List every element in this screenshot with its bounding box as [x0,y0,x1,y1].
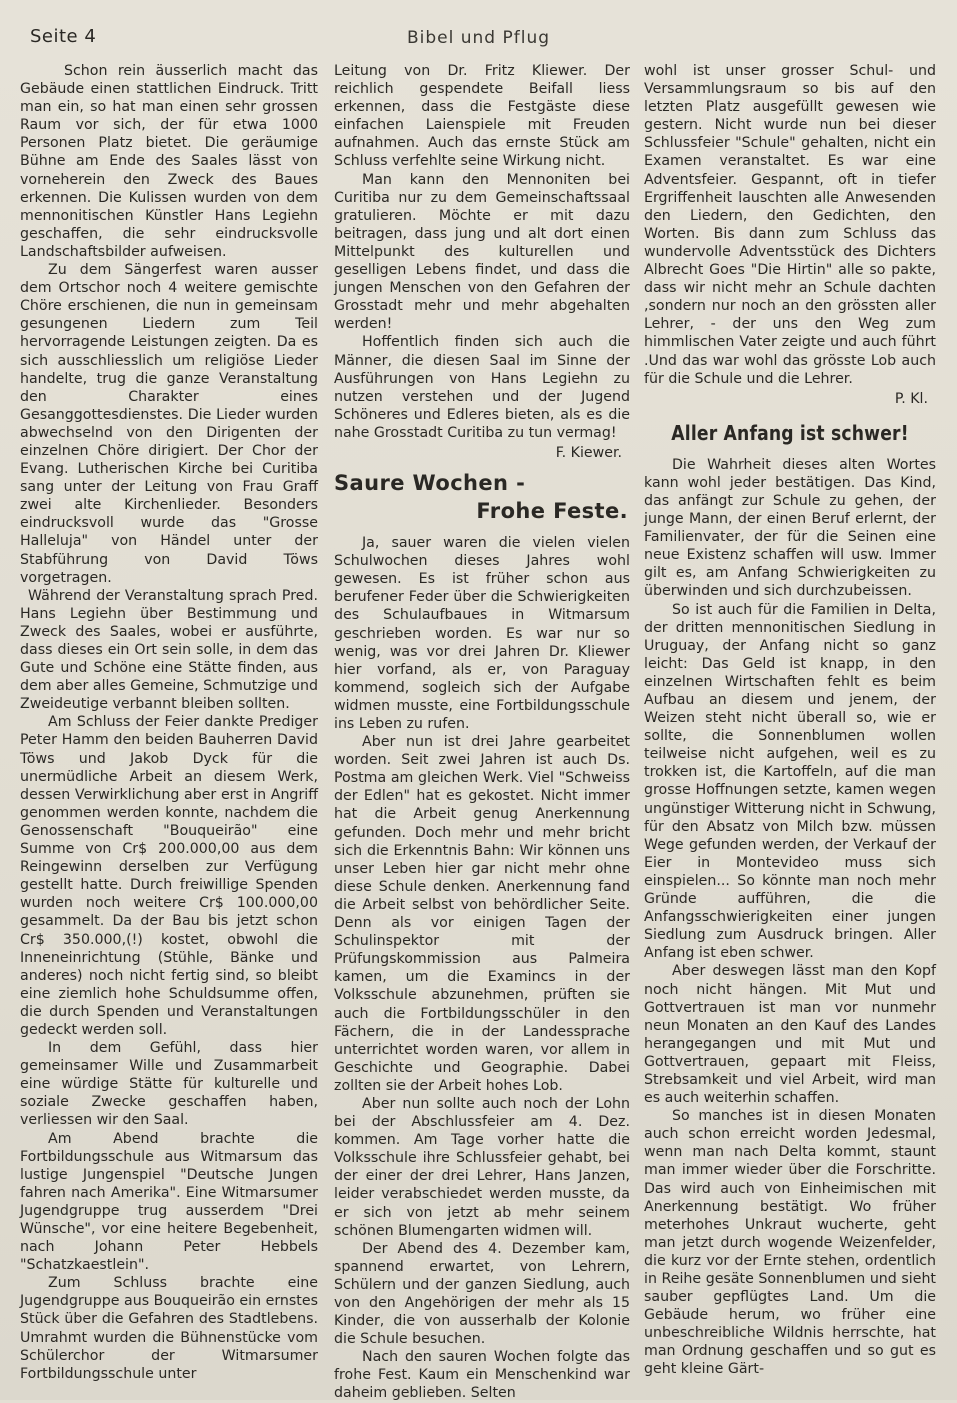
page-header [30,26,927,54]
paragraph: Schon rein äusserlich macht das Gebäude einen stattlichen Eindruck. Tritt man ein, so hat man einen sehr grossen Raum vor sich, der für etwa 1000 Personen Platz bietet. Die geräumige Bühne am Ende des Saales lässt von vorneherein den Zweck des Baues erkennen. Die Kulissen wurden von dem mennonitischen Künstler Hans Legiehn geschaffen, die sehr eindrucksvolle Landschaftsbilder aufweisen. [20,63,318,260]
paragraph: Aber nun ist drei Jahre gearbeitet worden. Seit zwei Jahren ist auch Ds. Postma am gleichen Werk. Viel "Schweiss der Edlen" hat es gekostet. Nicht immer hat die Arbeit genug Anerkennung gefunden. Doch mehr und mehr bricht sich die Erkenntnis Bahn: Wir können uns unser Leben hier gar nicht mehr ohne diese Schule denken. Anerkennung fand die Arbeit selbst von behördlicher Seite. Denn als vor einigen Tagen der Schulinspektor mit der Prüfungskommission aus Palmeira kamen, um die Examincs in der Volksschule abzunehmen, prüften sie auch die Fortbildungsschüler in den Fächern, die in der Landessprache unterrichtet worden waren, vor allem in Geschichte und Geographie. Dabei zollten sie der Arbeit hohes Lob. [334,734,630,1094]
paragraph: Leitung von Dr. Fritz Kliewer. Der reichlich gespendete Beifall liess erkennen, dass die Festgäste diese einfachen Laienspiele mit Freuden aufnahmen. Auch das ernste Stück am Schluss verfehlte seine Wirkung nicht. [334,63,630,170]
column-3 [644,62,936,1379]
headline-frohe-feste: Frohe Feste. [476,499,628,524]
paragraph: Am Abend brachte die Fortbildungsschule aus Witmarsum das lustige Jungenspiel "Deutsche Jungen fahren nach Amerika". Eine Witmarsumer Jugendgruppe trug ausserdem "Drei Wünsche", vor eine heitere Begebenheit, nach Johann Peter Hebbels "Schatzkaestlein". [20,1130,318,1274]
paragraph: Nach den sauren Wochen folgte das frohe Fest. Kaum ein Menschenkind war daheim geblieben. Selten [334,1349,630,1402]
page-number: Seite 4 [30,26,97,47]
column-2 [334,62,630,1403]
article-signature: P. Kl. [894,390,928,407]
paragraph: Aber nun sollte auch noch der Lohn bei der Abschlussfeier am 4. Dez. kommen. Am Tage vorher hatte die Volksschule ihre Schlussfeier gehabt, bei der einer der drei Lehrer, Hans Janzen, leider verabschiedet werden musste, da er sich von jetzt ab mehr seinem schönen Blumengarten widmen will. [334,1095,630,1239]
paragraph: Während der Veranstaltung sprach Pred. Hans Legiehn über Bestimmung und Zweck des Saales, wobei er ausführte, dass dieses ein Ort sein solle, in dem das Gute und Schöne eine Stätte finden, aus dem aber alles Gemeine, Schmutzige und Zweideutige verbannt bleiben sollten. [20,587,318,713]
paragraph: Die Wahrheit dieses alten Wortes kann wohl jeder bestätigen. Das Kind, das anfängt zur Schule zu gehen, der junge Mann, der einen Beruf erlernt, der Familienvater, der für die Seinen eine neue Existenz schaffen will usw. Immer gilt es, am Anfang Schwierigkeiten zu überwinden und sich durchzubeissen. [644,456,936,600]
paragraph: Zu dem Sängerfest waren ausser dem Ortschor noch 4 weitere gemischte Chöre erschienen, die nun in gemeinsam gesungenen Liedern zum Teil hervorragende Leistungen zeigten. Da es sich ausschliesslich um religiöse Lieder handelte, trug die ganze Veranstaltung den Charakter eines Gesanggottesdienstes. Die Lieder wurden abwechselnd von den Dirigenten der einzelnen Chöre dirigiert. Der Chor der Evang. Lutherischen Kirche bei Curitiba sang unter der Leitung von Frau Graff zwei alte Kirchenlieder. Besonders eindrucksvoll wurde das "Grosse Halleluja" von Händel unter der Stabführung von David Töws vorgetragen. [20,262,318,586]
paragraph: So manches ist in diesen Monaten auch schon erreicht worden Jedesmal, wenn man nach Delta kommt, staunt man immer wieder über die Forschritte. Das wird auch von Einheimischen mit Anerkennung bestätigt. Wo früher meterhohes Unkraut wucherte, geht man jetzt durch wogende Weizenfelder, die kurz vor der Ernte stehen, ordentlich in Reihe gesäte Sonnenblumen und sieht sauber gepflügtes Land. Um die Gebäude herum, wo früher eine unbeschreibliche Wildnis herrschte, hat man Ordnung geschaffen und so gut es geht kleine Gärt- [644,1108,936,1378]
paragraph: Am Schluss der Feier dankte Prediger Peter Hamm den beiden Bauherren David Töws und Jakob Dyck für die unermüdliche Arbeit an diesem Werk, dessen Verwirklichung aber erst in Angriff genommen werden konnte, nachdem die Genossenschaft "Bouqueirão" eine Summe von Cr$ 200.000,00 aus dem Reingewinn derselben zur Verfügung gestellt hatte. Durch freiwillige Spenden wurden noch weitere Cr$ 100.000,00 gesammelt. Da der Bau bis jetzt schon Cr$ 350.000,(!) kostet, obwohl die Inneneinrichtung (Stühle, Bänke und anderes) noch nicht fertig sind, so bleibt eine ziemlich hohe Schuldsumme offen, die durch Spenden und Veranstaltungen gedeckt werden soll. [20,714,318,1038]
paragraph: Der Abend des 4. Dezember kam, spannend erwartet, von Lehrern, Schülern und der ganzen Siedlung, auch von den Angehörigen der mehr als 15 Kinder, die von ausserhalb der Kolonie die Schule besuchen. [334,1240,630,1348]
column-1 [20,62,318,1383]
paragraph: Zum Schluss brachte eine Jugendgruppe aus Bouqueirão ein ernstes Stück über die Gefahren des Stadtlebens. Umrahmt wurden die Bühnenstücke vom Schülerchor der Witmarsumer Fortbildungsschule unter [20,1275,318,1382]
paragraph: Hoffentlich finden sich auch die Männer, die diesen Saal im Sinne der Ausführungen von Hans Legiehn zu nutzen verstehen und der Jugend Schöneres und Edleres bieten, als es die nahe Grosstadt Curitiba zu tun vermag! [334,334,630,441]
paragraph: wohl ist unser grosser Schul- und Versammlungsraum so bis auf den letzten Platz ausgefüllt gewesen wie gestern. Nicht wurde nun bei dieser Schlussfeier "Schule" gehalten, nicht ein Examen veranstaltet. Es war eine Adventsfeier. Gespannt, oft in tiefer Ergriffenheit lauschten alle Anwesenden den Liedern, den Gedichten, den Worten. Bis dann zum Schluss das wundervolle Adventsstück des Dichters Albrecht Goes "Die Hirtin" alle so pakte, dass wir nicht mehr an Schule dachten ,sondern nur noch an den grössten aller Lehrer, - der uns den Weg zum himmlischen Vater zeigte und auch führt .Und das war wohl das grösste Lob auch für die Schule und die Lehrer. [644,63,936,387]
paragraph: Aber deswegen lässt man den Kopf noch nicht hängen. Mit Mut und Gottvertrauen ist man vor nunmehr neun Monaten an den Kauf des Landes herangegangen und mit Mut und Gottvertrauen, gepaart mit Fleiss, Strebsamkeit und viel Arbeit, wird man es auch weiterhin schaffen. [644,963,936,1107]
paragraph: In dem Gefühl, dass hier gemeinsamer Wille und Zusammarbeit eine würdige Stätte für kulturelle und soziale Zwecke geschaffen haben, verliessen wir den Saal. [20,1040,318,1129]
paragraph: Man kann den Mennoniten bei Curitiba nur zu dem Gemeinschaftssaal gratulieren. Möchte er mit dazu beitragen, dass jung und alt dort einen Mittelpunkt des kulturellen und geselligen Lebens findet, und dass die jungen Menschen von den Gefahren der Grosstadt mehr und mehr abgehalten werden! [334,171,630,333]
running-title: Bibel und Pflug [406,28,551,48]
paragraph: Ja, sauer waren die vielen vielen Schulwochen dieses Jahres wohl gewesen. Es ist früher schon aus berufener Feder über die Schwierigkeiten des Schulaufbaues in Witmarsum geschrieben worden. Es war nur so wenig, was vor drei Jahren Dr. Kliewer hier vorfand, als er, von Paraguay kommend, sogleich sich der Aufgabe widmen musste, eine Fortbildungsschule ins Leben zu rufen. [334,535,630,732]
headline-saure-wochen: Saure Wochen - [334,471,526,496]
paragraph: So ist auch für die Familien in Delta, der dritten mennonitischen Siedlung in Uruguay, der Anfang nicht so ganz leicht: Das Geld ist knapp, in den einzelnen Wirtschaften fehlt es beim Aufbau an diesem und jenem, der Weizen steht nicht überall so, wie er sollte, die Sonnenblumen wollen teilweise nicht aufgehen, weil es zu trokken ist, die Kartoffeln, auf die man grosse Hoffnungen setzte, kamen wegen ungünstiger Witterung nicht in Schwung, für den Absatz von Milch bzw. müssen Wege gefunden werden, der Verkauf der Eier in Montevideo muss sich einspielen... So könnte man noch mehr Gründe aufführen, die die Anfangsschwierigkeiten einer jungen Siedlung zum Ausdruck bringen. Aller Anfang ist eben schwer. [644,601,936,962]
article-signature: F. Kiewer. [555,444,622,461]
headline-aller-anfang: Aller Anfang ist schwer! [671,420,909,445]
